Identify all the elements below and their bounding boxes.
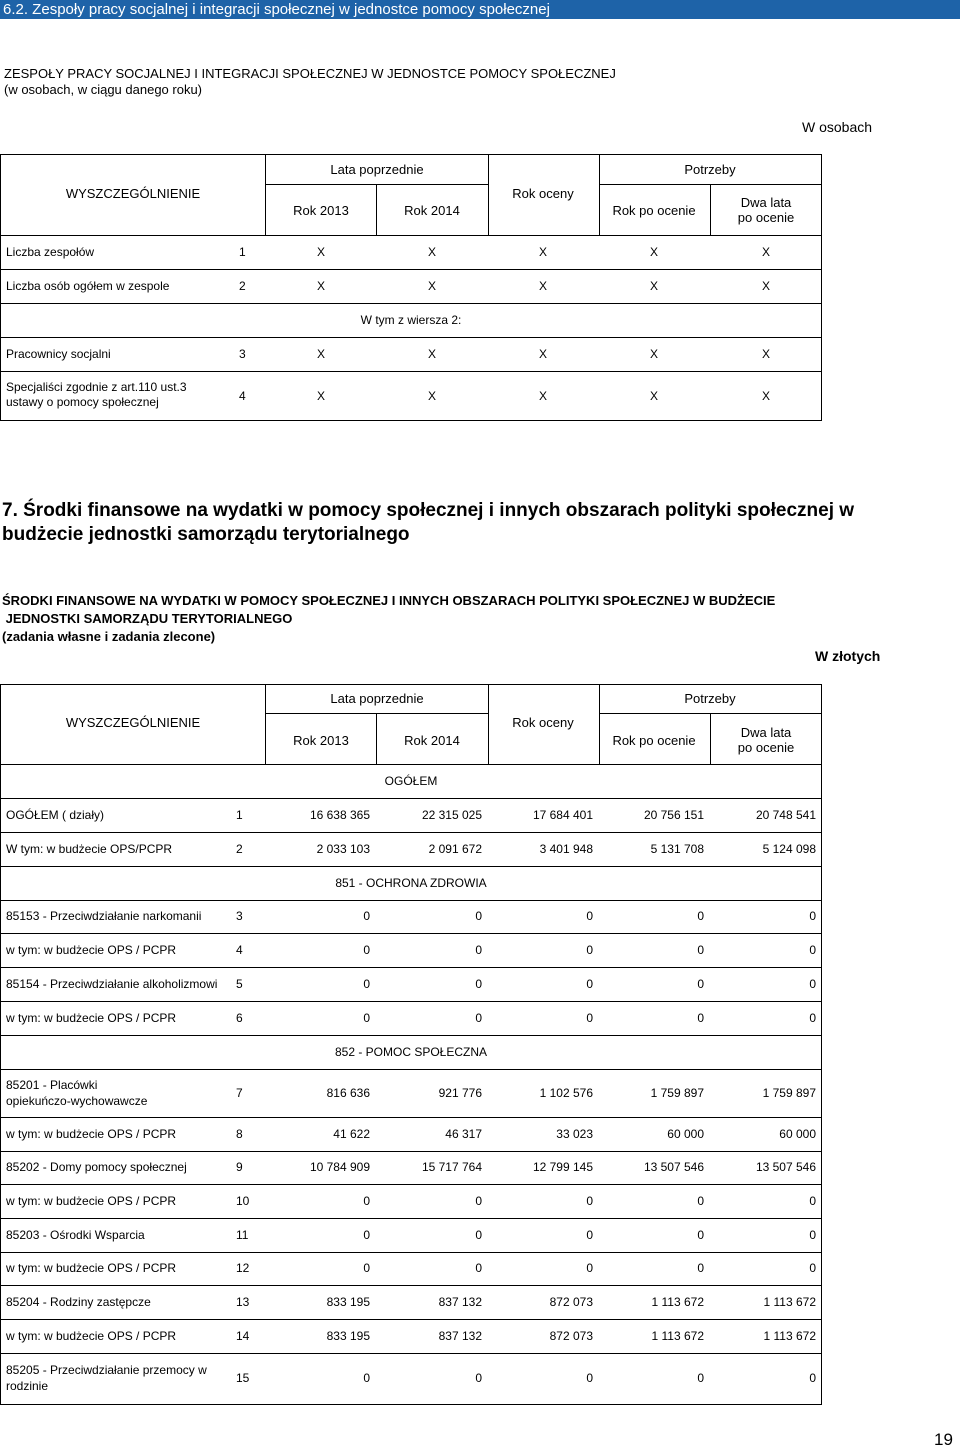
- cell-value: X: [761, 389, 771, 403]
- cell-value: 0: [363, 1228, 370, 1242]
- cell-value: 1 759 897: [650, 1086, 704, 1100]
- cell-value: X: [538, 279, 548, 293]
- cell-value: 833 195: [326, 1295, 370, 1309]
- cell-value: 1 113 672: [651, 1295, 704, 1309]
- cell-value: 921 776: [438, 1086, 482, 1100]
- cell-value: X: [649, 347, 659, 361]
- cell-value: 872 073: [549, 1295, 593, 1309]
- row-label-line2: opiekuńczo-wychowawcze: [6, 1094, 148, 1108]
- header-rok-oceny: Rok oceny: [512, 715, 574, 730]
- cell-value: 0: [363, 1011, 370, 1025]
- row-number: 5: [236, 977, 243, 991]
- cell-value: X: [427, 279, 437, 293]
- cell-value: 10 784 909: [309, 1160, 370, 1174]
- cell-value: 0: [475, 977, 482, 991]
- row-label: 85153 - Przeciwdziałanie narkomanii: [6, 909, 202, 923]
- row-label: w tym: w budżecie OPS / PCPR: [6, 1127, 177, 1141]
- header-wyszczegolnienie: WYSZCZEGÓLNIENIE: [65, 715, 201, 730]
- header-rok-2014: Rok 2014: [404, 203, 460, 218]
- row-number: 4: [239, 389, 246, 403]
- table1-subtitle: (w osobach, w ciągu danego roku): [4, 82, 203, 97]
- row-number: 4: [236, 943, 243, 957]
- cell-value: 5 124 098: [762, 842, 816, 856]
- row-label: Liczba osób ogółem w zespole: [6, 279, 170, 293]
- cell-value: X: [649, 245, 659, 259]
- cell-value: 0: [586, 909, 593, 923]
- cell-value: 0: [809, 943, 816, 957]
- cell-value: 0: [697, 1261, 704, 1275]
- row-number: 11: [236, 1228, 249, 1242]
- row-number: 2: [236, 842, 243, 856]
- cell-value: 0: [475, 909, 482, 923]
- cell-value: 0: [475, 943, 482, 957]
- cell-value: 0: [697, 909, 704, 923]
- row-label: w tym: w budżecie OPS / PCPR: [6, 1011, 177, 1025]
- cell-value: 2 091 672: [428, 842, 482, 856]
- row-label: 85154 - Przeciwdziałanie alkoholizmowi: [6, 977, 218, 991]
- row-number: 1: [239, 245, 246, 259]
- cell-value: 0: [475, 1194, 482, 1208]
- section-7-heading: 7. Środki finansowe na wydatki w pomocy społecznej i innych obszarach polityki społecznej w: [2, 500, 855, 521]
- row-number: 7: [236, 1086, 243, 1100]
- cell-value: X: [761, 245, 771, 259]
- cell-value: 0: [697, 977, 704, 991]
- row-label: Pracownicy socjalni: [6, 347, 111, 361]
- cell-value: 0: [586, 1228, 593, 1242]
- row-label-line2: rodzinie: [6, 1379, 49, 1393]
- cell-value: X: [538, 347, 548, 361]
- section-852: 852 - POMOC SPOŁECZNA: [334, 1045, 488, 1059]
- cell-value: 0: [475, 1371, 482, 1385]
- row-label: w tym: w budżecie OPS / PCPR: [6, 1261, 177, 1275]
- page-number: 19: [934, 1430, 953, 1449]
- section-heading: 6.2. Zespoły pracy socjalnej i integracji społecznej w jednostce pomocy społecznej: [0, 0, 960, 19]
- cell-value: X: [649, 279, 659, 293]
- table1-unit: W osobach: [802, 119, 873, 135]
- header-rok-po-ocenie: Rok po ocenie: [612, 733, 696, 748]
- cell-value: 0: [697, 1228, 704, 1242]
- cell-value: 15 717 764: [421, 1160, 482, 1174]
- cell-value: 1 759 897: [762, 1086, 816, 1100]
- cell-value: 0: [363, 1194, 370, 1208]
- row-number: 10: [236, 1194, 250, 1208]
- cell-value: 0: [586, 1261, 593, 1275]
- cell-value: 0: [697, 1371, 704, 1385]
- cell-value: 0: [809, 1194, 816, 1208]
- header-lata-poprzednie: Lata poprzednie: [330, 162, 424, 177]
- table1-title: ZESPOŁY PRACY SOCJALNEJ I INTEGRACJI SPOŁECZNEJ W JEDNOSTCE POMOCY SPOŁECZNEJ: [4, 66, 616, 81]
- row-number: 13: [236, 1295, 250, 1309]
- cell-value: 816 636: [326, 1086, 370, 1100]
- cell-value: X: [538, 245, 548, 259]
- cell-value: X: [761, 347, 771, 361]
- cell-value: X: [538, 389, 548, 403]
- row-label: Liczba zespołów: [6, 245, 95, 259]
- table2-title-line2: JEDNOSTKI SAMORZĄDU TERYTORIALNEGO: [2, 611, 293, 626]
- section-ogolem: OGÓŁEM: [384, 774, 438, 788]
- cell-value: 1 102 576: [539, 1086, 593, 1100]
- cell-value: 17 684 401: [532, 808, 593, 822]
- header-po-ocenie: po ocenie: [737, 740, 795, 755]
- header-po-ocenie: po ocenie: [737, 210, 795, 225]
- row-number: 12: [236, 1261, 250, 1275]
- row-number: 3: [239, 347, 246, 361]
- row-label: w tym: w budżecie OPS / PCPR: [6, 1194, 177, 1208]
- row-label: W tym: w budżecie OPS/PCPR: [6, 842, 173, 856]
- header-rok-2014: Rok 2014: [404, 733, 460, 748]
- cell-value: 0: [697, 1194, 704, 1208]
- cell-value: 0: [809, 1371, 816, 1385]
- row-label-line2: ustawy o pomocy społecznej: [6, 395, 159, 409]
- row-label: 85203 - Ośrodki Wsparcia: [6, 1228, 145, 1242]
- row-label: 85204 - Rodziny zastępcze: [6, 1295, 151, 1309]
- cell-value: X: [316, 389, 326, 403]
- row-number: 3: [236, 909, 243, 923]
- cell-value: 837 132: [438, 1295, 482, 1309]
- cell-value: 0: [586, 1011, 593, 1025]
- cell-value: 1 113 672: [763, 1295, 816, 1309]
- row-number: 8: [236, 1127, 243, 1141]
- cell-value: X: [316, 347, 326, 361]
- row-number: 1: [236, 808, 243, 822]
- cell-value: 837 132: [438, 1329, 482, 1343]
- header-lata-poprzednie: Lata poprzednie: [330, 691, 424, 706]
- cell-value: 0: [809, 977, 816, 991]
- row-number: 2: [239, 279, 246, 293]
- cell-value: 13 507 546: [755, 1160, 816, 1174]
- header-rok-oceny: Rok oceny: [512, 186, 574, 201]
- header-potrzeby: Potrzeby: [684, 162, 736, 177]
- cell-value: 60 000: [779, 1127, 816, 1141]
- section-7-heading-line2: budżecie jednostki samorządu terytorialnego: [2, 524, 410, 545]
- cell-value: X: [427, 347, 437, 361]
- row-label: 85201 - Placówki: [6, 1078, 98, 1092]
- row-number: 9: [236, 1160, 243, 1174]
- cell-value: 0: [809, 1228, 816, 1242]
- cell-value: 41 622: [333, 1127, 370, 1141]
- section-subheader: W tym z wiersza 2:: [360, 313, 462, 327]
- cell-value: 2 033 103: [316, 842, 370, 856]
- cell-value: 16 638 365: [309, 808, 370, 822]
- header-wyszczegolnienie: WYSZCZEGÓLNIENIE: [65, 186, 201, 201]
- section-851: 851 - OCHRONA ZDROWIA: [335, 876, 487, 890]
- row-number: 14: [236, 1329, 250, 1343]
- cell-value: 0: [809, 1011, 816, 1025]
- cell-value: 0: [586, 977, 593, 991]
- cell-value: 1 113 672: [763, 1329, 816, 1343]
- header-rok-2013: Rok 2013: [293, 733, 349, 748]
- cell-value: X: [316, 245, 326, 259]
- cell-value: 3 401 948: [539, 842, 593, 856]
- cell-value: 0: [475, 1228, 482, 1242]
- cell-value: 60 000: [667, 1127, 704, 1141]
- cell-value: 20 756 151: [643, 808, 704, 822]
- header-dwa-lata: Dwa lata: [740, 195, 792, 210]
- cell-value: 1 113 672: [651, 1329, 704, 1343]
- header-rok-po-ocenie: Rok po ocenie: [612, 203, 696, 218]
- cell-value: 12 799 145: [532, 1160, 593, 1174]
- cell-value: 22 315 025: [421, 808, 482, 822]
- row-label: 85205 - Przeciwdziałanie przemocy w: [6, 1363, 207, 1377]
- header-rok-2013: Rok 2013: [293, 203, 349, 218]
- cell-value: 833 195: [326, 1329, 370, 1343]
- header-dwa-lata: Dwa lata: [740, 725, 792, 740]
- row-number: 15: [236, 1371, 250, 1385]
- cell-value: X: [761, 279, 771, 293]
- cell-value: 33 023: [556, 1127, 593, 1141]
- cell-value: X: [427, 245, 437, 259]
- cell-value: 0: [809, 909, 816, 923]
- header-potrzeby: Potrzeby: [684, 691, 736, 706]
- cell-value: 20 748 541: [755, 808, 816, 822]
- cell-value: 0: [697, 1011, 704, 1025]
- cell-value: 0: [363, 943, 370, 957]
- cell-value: 0: [697, 943, 704, 957]
- cell-value: 0: [586, 1194, 593, 1208]
- row-label: Specjaliści zgodnie z art.110 ust.3: [6, 380, 187, 394]
- cell-value: 46 317: [445, 1127, 482, 1141]
- table2-unit: W złotych: [815, 648, 881, 664]
- cell-value: 0: [475, 1011, 482, 1025]
- table2-title: ŚRODKI FINANSOWE NA WYDATKI W POMOCY SPOŁECZNEJ I INNYCH OBSZARACH POLITYKI SPOŁECZNEJ W BUDŻECIE: [2, 593, 776, 608]
- row-label: OGÓŁEM ( działy): [6, 808, 105, 822]
- cell-value: 5 131 708: [650, 842, 704, 856]
- cell-value: 872 073: [549, 1329, 593, 1343]
- cell-value: 0: [363, 1261, 370, 1275]
- cell-value: 0: [586, 943, 593, 957]
- cell-value: X: [427, 389, 437, 403]
- row-label: w tym: w budżecie OPS / PCPR: [6, 943, 177, 957]
- cell-value: 0: [363, 977, 370, 991]
- cell-value: 0: [475, 1261, 482, 1275]
- cell-value: X: [649, 389, 659, 403]
- table2-subtitle: (zadania własne i zadania zlecone): [2, 629, 216, 644]
- cell-value: X: [316, 279, 326, 293]
- cell-value: 0: [809, 1261, 816, 1275]
- cell-value: 13 507 546: [643, 1160, 704, 1174]
- row-number: 6: [236, 1011, 243, 1025]
- cell-value: 0: [363, 909, 370, 923]
- cell-value: 0: [586, 1371, 593, 1385]
- cell-value: 0: [363, 1371, 370, 1385]
- row-label: 85202 - Domy pomocy społecznej: [6, 1160, 187, 1174]
- row-label: w tym: w budżecie OPS / PCPR: [6, 1329, 177, 1343]
